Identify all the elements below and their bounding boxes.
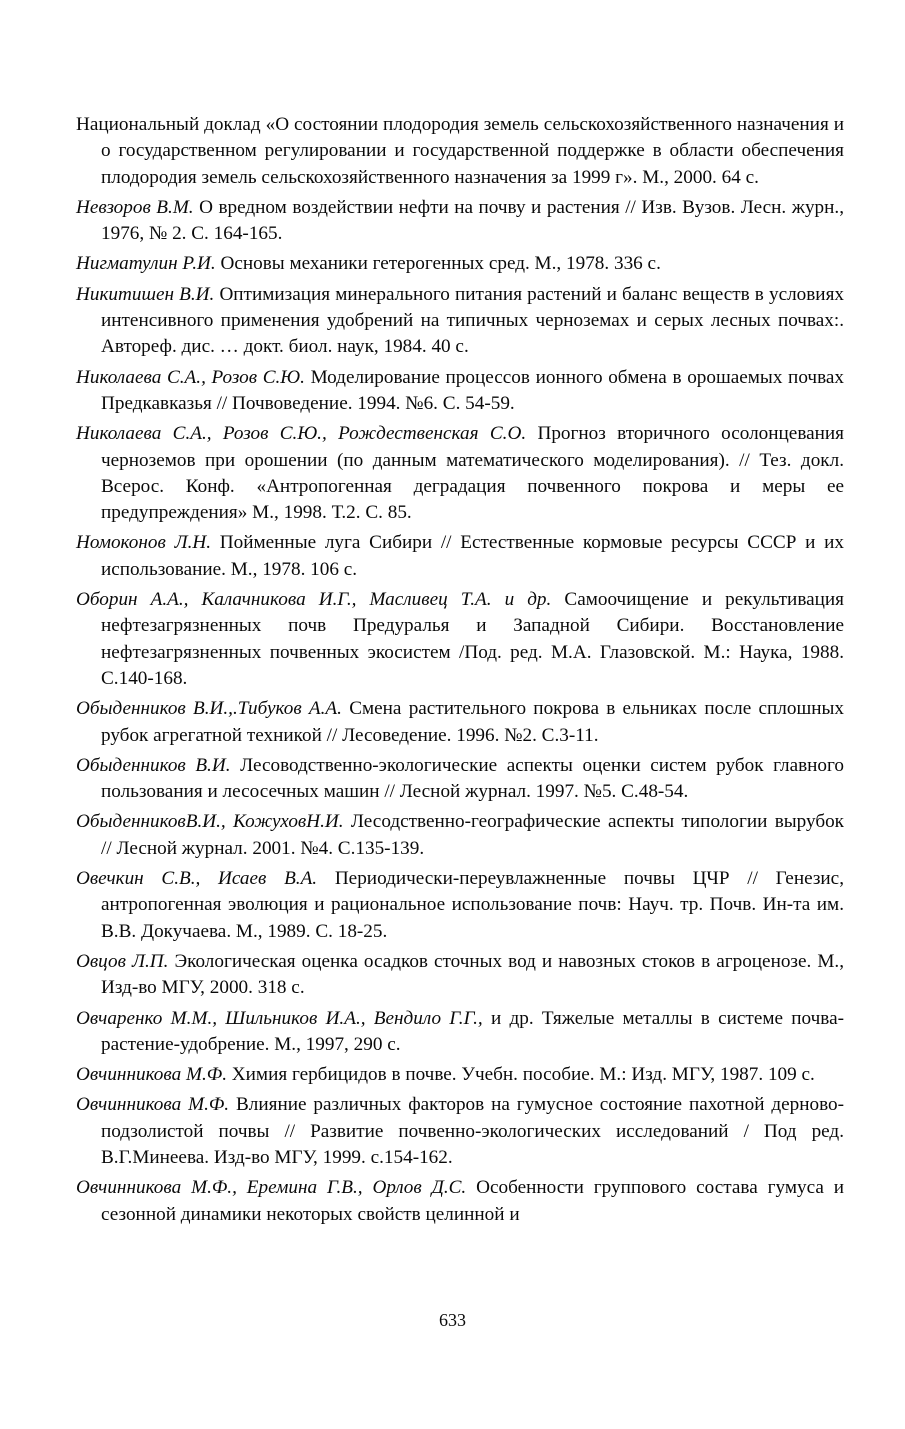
reference-entry	[76, 753, 844, 806]
reference-authors: Овчинникова М.Ф.	[76, 1094, 230, 1116]
reference-text: Химия гербицидов в почве. Учебн. пособие. М.: Изд. МГУ, 1987. 109 с.	[231, 1064, 815, 1086]
reference-entry	[76, 251, 844, 277]
reference-authors: Невзоров В.М.	[76, 196, 194, 218]
reference-authors: Номоконов Л.Н.	[76, 532, 212, 554]
reference-text: Оптимизация минерального питания растений и баланс веществ в условиях интенсивного применения удобрений на типичных черноземах и серых лесных почвах:. Автореф. дис. … докт. биол. наук, 1984. 40 с.	[101, 283, 844, 358]
reference-list	[76, 112, 844, 1232]
reference-text: и др. Тяжелые металлы в системе почва-растение-удобрение. М., 1997, 290 с.	[101, 1007, 844, 1055]
reference-text: Смена растительного покрова в ельниках после сплошных рубок агрегатной техникой // Лесоведение. 1996. №2. С.3-11.	[101, 698, 844, 746]
reference-authors: Никитишен В.И.	[76, 283, 215, 305]
reference-authors: Обыденников В.И.,.Тибуков А.А.	[76, 698, 342, 720]
reference-text: Национальный доклад «О состоянии плодородия земель сельскохозяйственного назначения и о государственном регулировании и государственной поддержке в области обеспечения плодородия земель сельскохозяйственного назначения за 1999 г». М., 2000. 64 с.	[76, 114, 844, 188]
reference-text: Периодически-переувлажненные почвы ЦЧР // Генезис, антропогенная эволюция и рациональное использование почв: Науч. тр. Почв. Ин-та им. В.В. Докучаева. М., 1989. С. 18-25.	[101, 868, 844, 942]
reference-text: Пойменные луга Сибири // Естественные кормовые ресурсы СССР и их использование. М., 1978. 106 с.	[101, 532, 844, 580]
reference-text: Прогноз вторичного осолонцевания черноземов при орошении (по данным математического моделирования). // Тез. докл. Всерос. Конф. «Антропогенная деградация почвенного покрова и меры ее предупреждения» М., 1998. Т.2. С. 85.	[101, 423, 844, 524]
reference-authors: Овчинникова М.Ф.	[76, 1064, 227, 1086]
reference-entry	[76, 195, 844, 248]
reference-authors: Овчинникова М.Ф., Еремина Г.В., Орлов Д.С.	[76, 1177, 467, 1199]
reference-entry	[76, 1175, 844, 1228]
reference-authors: Оборин А.А., Калачникова И.Г., Масливец Т.А. и др.	[76, 589, 552, 611]
reference-entry	[76, 1006, 844, 1059]
reference-entry	[76, 587, 844, 692]
reference-text: Самоочищение и рекультивация нефтезагрязненных почв Предуралья и Западной Сибири. Восстановление нефтезагрязненных почвенных экосистем /Под. ред. М.А. Глазовской. М.: Наука, 1988. С.140-168.	[101, 589, 845, 689]
reference-entry	[76, 365, 844, 418]
reference-text: Влияние различных факторов на гумусное состояние пахотной дерново-подзолистой почвы // Развитие почвенно-экологических исследований / Под ред. В.Г.Минеева. Изд-во МГУ, 1999. с.154-162.	[101, 1094, 844, 1168]
reference-authors: Обыденников В.И.	[76, 754, 231, 776]
reference-text: Особенности группового состава гумуса и сезонной динамики некоторых свойств целинной и	[101, 1177, 844, 1225]
reference-authors: Овечкин С.В., Исаев В.А.	[76, 868, 318, 890]
reference-text: Лесодственно-географические аспекты типологии вырубок // Лесной журнал. 2001. №4. С.135-139.	[101, 811, 845, 859]
reference-entry	[76, 696, 844, 749]
page-number: 633	[439, 1310, 466, 1330]
reference-authors: Николаева С.А., Розов С.Ю., Рождественская С.О.	[76, 423, 527, 445]
reference-authors: Нигматулин Р.И.	[76, 253, 216, 275]
reference-authors: Овчаренко М.М., Шильников И.А., Вендило Г.Г.,	[76, 1007, 483, 1029]
reference-text: Основы механики гетерогенных сред. М., 1978. 336 с.	[220, 253, 661, 275]
reference-entry	[76, 1062, 844, 1088]
reference-entry	[76, 949, 844, 1002]
reference-text: О вредном воздействии нефти на почву и растения // Изв. Вузов. Лесн. журн., 1976, № 2. С. 164-165.	[101, 196, 845, 245]
reference-entry	[76, 866, 844, 945]
reference-text: Экологическая оценка осадков сточных вод и навозных стоков в агроценозе. М., Изд-во МГУ, 2000. 318 с.	[101, 950, 844, 999]
reference-entry	[76, 112, 844, 191]
reference-entry	[76, 282, 844, 361]
reference-entry	[76, 809, 844, 862]
reference-entry	[76, 1092, 844, 1171]
reference-text: Моделирование процессов ионного обмена в орошаемых почвах Предкавказья // Почвоведение. 1994. №6. С. 54-59.	[101, 366, 844, 414]
reference-entry	[76, 421, 844, 526]
reference-entry	[76, 530, 844, 583]
reference-text: Лесоводственно-экологические аспекты оценки систем рубок главного пользования и лесосечных машин // Лесной журнал. 1997. №5. С.48-54.	[101, 754, 844, 803]
reference-authors: Николаева С.А., Розов С.Ю.	[76, 366, 305, 388]
reference-authors: ОбыденниковВ.И., КожуховН.И.	[76, 811, 344, 833]
reference-authors: Овцов Л.П.	[76, 950, 169, 972]
